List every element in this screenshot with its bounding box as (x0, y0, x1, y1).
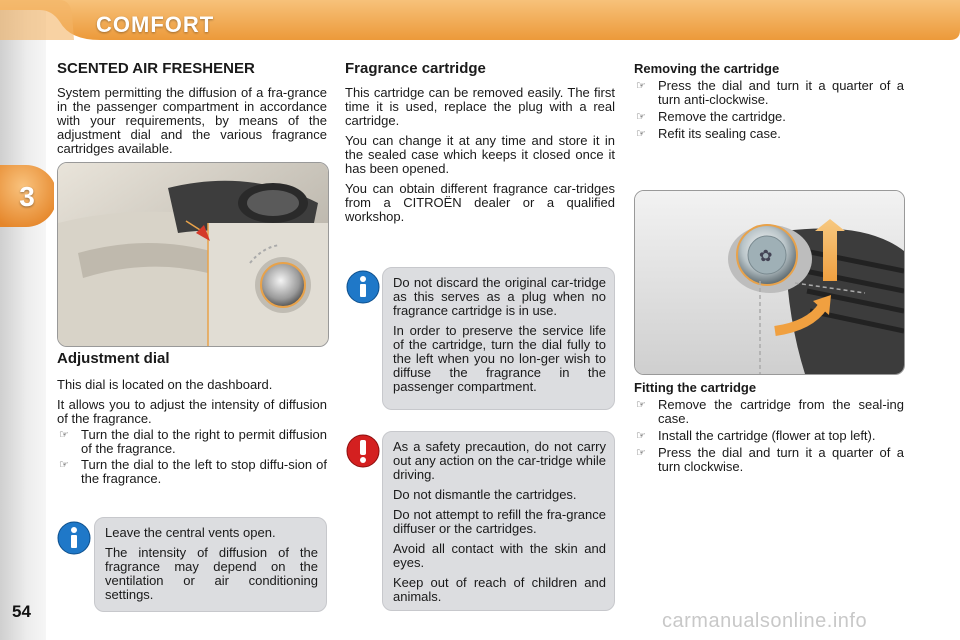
pointing-hand-icon: ☞ (59, 459, 69, 471)
info-box-cartridge (382, 267, 615, 410)
warning-text: Do not attempt to refill the fra-grance diffuser or the cartridges. (393, 507, 606, 536)
list-item: ☞ Install the cartridge (flower at top left). (636, 428, 876, 443)
warning-box (382, 431, 615, 611)
pointing-hand-icon: ☞ (636, 399, 646, 411)
middle-column (345, 62, 615, 230)
info-text: Leave the central vents open. (105, 525, 276, 540)
page-number: 54 (12, 602, 31, 621)
adjustment-location: This dial is located on the dashboard. (57, 377, 273, 392)
chapter-sidebar (0, 0, 46, 640)
list-item: ☞ Refit its sealing case. (636, 126, 781, 141)
right-column-top (634, 62, 904, 143)
right-column-bottom (634, 381, 904, 476)
removing-bullets (634, 79, 904, 141)
warning-text: Keep out of reach of children and animals. (393, 575, 606, 604)
cartridge-title: Fragrance cartridge (345, 60, 486, 77)
cartridge-text: You can obtain different fragrance car-tridges from a CITROËN dealer or a qualified workshop. (345, 181, 615, 224)
info-text: Do not discard the original car-tridge as this serves as a plug when no fragrance cartridge is in use. (393, 275, 606, 318)
adjustment-section (57, 352, 327, 488)
dashboard-photo (57, 162, 329, 347)
list-item: ☞ Turn the dial to the left to stop diffu-sion of the fragrance. (59, 457, 327, 486)
warning-icon (346, 434, 380, 468)
removing-heading: Removing the cartridge (634, 61, 780, 76)
intro-text: System permitting the diffusion of a fra-grance in the passenger compartment in accordance with your requirements, by means of the adjustment dial and the various fragrance cartridges available. (57, 85, 327, 156)
left-column (57, 62, 327, 162)
info-text: In order to preserve the service life of the cartridge, turn the dial fully to the left when you no lon-ger wish to diffuse the fragrance in the passenger compartment. (393, 323, 606, 394)
dashboard-illustration (58, 163, 328, 346)
cartridge-text: You can change it at any time and store it in the sealed case which keeps it closed once it has been opened. (345, 133, 615, 176)
adjustment-heading: Adjustment dial (57, 350, 170, 367)
fitting-bullets (634, 398, 904, 474)
pointing-hand-icon: ☞ (636, 80, 646, 92)
adjustment-purpose: It allows you to adjust the intensity of diffusion of the fragrance. (57, 397, 327, 426)
page-title: COMFORT (96, 12, 215, 37)
adjustment-bullets (57, 428, 327, 486)
pointing-hand-icon: ☞ (636, 111, 646, 123)
chapter-number: 3 (19, 181, 35, 212)
watermark: carmanualsonline.info (662, 610, 868, 632)
cartridge-dial-illustration (635, 191, 904, 374)
list-item: ☞ Remove the cartridge from the seal-ing case. (636, 397, 904, 426)
pointing-hand-icon: ☞ (636, 128, 646, 140)
page-header (0, 0, 960, 46)
svg-text:✿: ✿ (759, 246, 773, 265)
pointing-hand-icon: ☞ (636, 430, 646, 442)
info-icon (346, 270, 380, 304)
list-item: ☞ Remove the cartridge. (636, 109, 786, 124)
info-text: The intensity of diffusion of the fragrance may depend on the ventilation or air conditioning settings. (105, 545, 318, 602)
warning-text: As a safety precaution, do not carry out any action on the car-tridge while driving. (393, 439, 606, 482)
cartridge-dial-photo (634, 190, 905, 375)
list-item: ☞ Press the dial and turn it a quarter of a turn clockwise. (636, 445, 904, 474)
pointing-hand-icon: ☞ (59, 429, 69, 441)
pointing-hand-icon: ☞ (636, 447, 646, 459)
info-icon (57, 521, 91, 555)
list-item: ☞ Turn the dial to the right to permit diffusion of the fragrance. (59, 427, 327, 456)
list-item: ☞ Press the dial and turn it a quarter of a turn anti-clockwise. (636, 78, 904, 107)
info-box-vents (94, 517, 327, 612)
cartridge-text: This cartridge can be removed easily. The first time it is used, replace the plug with a real cartridge. (345, 85, 615, 128)
section-title: SCENTED AIR FRESHENER (57, 60, 255, 77)
fitting-heading: Fitting the cartridge (634, 380, 757, 395)
warning-text: Avoid all contact with the skin and eyes. (393, 541, 606, 570)
warning-text: Do not dismantle the cartridges. (393, 487, 577, 502)
